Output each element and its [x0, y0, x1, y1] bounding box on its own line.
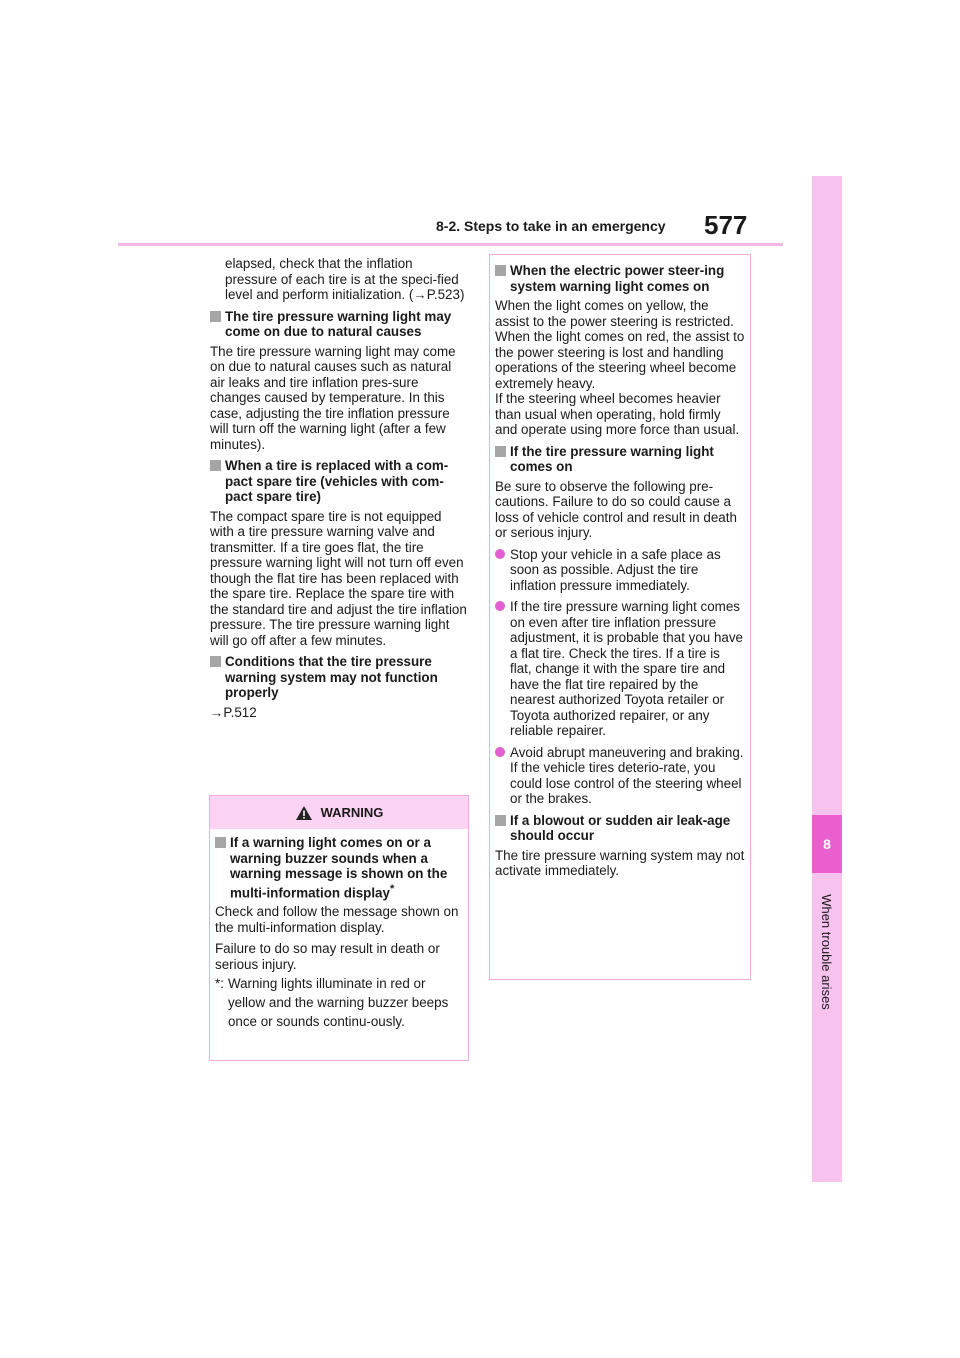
chapter-number: 8	[812, 815, 842, 873]
warning-heading: If a warning light comes on or a warning buzzer sounds when a warning message is shown on the multi-information display*	[215, 835, 463, 900]
warning-paragraph: Failure to do so may result in death or serious injury.	[215, 941, 440, 972]
left-column	[210, 256, 468, 726]
header-rule	[118, 243, 783, 246]
intro-paragraph: elapsed, check that the inflation pressure of each tire is at the speci-fied level and perform initialization. (→P.523)	[225, 256, 465, 302]
section-body: The tire pressure warning light may come on due to natural causes such as natural air leaks and tire inflation pres-sure changes caused by temperature. In this case, adjusting the tire inflation pressure will turn off the warning light (after a few minutes).	[210, 343, 456, 452]
footnote-mark: *:	[215, 976, 224, 992]
section-heading: If a blowout or sudden air leak-age should occur	[495, 813, 745, 844]
warning-continuation-box	[489, 254, 751, 980]
side-tab	[812, 176, 842, 1182]
footnote-text: Warning lights illuminate in red or yellow and the warning buzzer beeps once or sounds continu-ously.	[227, 976, 449, 1030]
section-heading: The tire pressure warning light may come on due to natural causes	[210, 309, 468, 340]
chapter-title: When trouble arises	[819, 894, 835, 1010]
section-heading: When a tire is replaced with a com-pact spare tire (vehicles with com-pact spare tire)	[210, 458, 468, 505]
square-bullet-icon	[210, 656, 221, 667]
footnote-marker: *	[389, 882, 395, 895]
section-heading: Conditions that the tire pressure warning system may not function properly	[210, 654, 468, 701]
warning-body	[210, 829, 468, 1035]
square-bullet-icon	[495, 815, 506, 826]
circle-bullet-icon	[495, 601, 505, 611]
square-bullet-icon	[495, 446, 506, 457]
warning-paragraph: Check and follow the message shown on the multi-information display.	[215, 904, 459, 935]
footnote	[215, 974, 463, 1031]
warning-header	[210, 796, 468, 829]
section-heading: If the tire pressure warning light comes on	[495, 444, 745, 475]
circle-bullet-icon	[495, 549, 505, 559]
section-body: Be sure to observe the following pre-cautions. Failure to do so could cause a loss of vehicle control and result in death or serious injury.	[495, 478, 737, 540]
page-reference: →P.512	[210, 704, 257, 720]
section-body: If the steering wheel becomes heavier than usual when operating, hold firmly and operate using more force than usual.	[495, 391, 740, 437]
list-item: Avoid abrupt maneuvering and braking. If the vehicle tires deterio-rate, you could lose control of the steering wheel or the brakes.	[495, 745, 745, 807]
warning-triangle-icon	[295, 805, 313, 821]
square-bullet-icon	[210, 460, 221, 471]
section-body: When the light comes on yellow, the assist to the power steering is restricted. When the light comes on red, the assist to the power steering is lost and handling operations of the steering wheel become extremely heavy.	[495, 298, 745, 391]
square-bullet-icon	[215, 837, 226, 848]
section-body: The compact spare tire is not equipped with a tire pressure warning valve and transmitter. If a tire goes flat, the tire pressure warning light will not turn off even though the flat tire has been replaced with the spare tire. Replace the spare tire with the standard tire and adjust the tire inflation pressure. The tire pressure warning light will go off after a few minutes.	[210, 508, 467, 648]
square-bullet-icon	[210, 311, 221, 322]
circle-bullet-icon	[495, 747, 505, 757]
warning-box	[209, 795, 469, 1061]
section-title: 8-2. Steps to take in an emergency	[436, 218, 666, 234]
section-body: The tire pressure warning system may not activate immediately.	[495, 847, 745, 878]
warning-title: WARNING	[320, 805, 384, 820]
list-item: Stop your vehicle in a safe place as soon as possible. Adjust the tire inflation pressure immediately.	[495, 547, 745, 594]
square-bullet-icon	[495, 265, 506, 276]
list-item: If the tire pressure warning light comes on even after tire inflation pressure adjustment, it is probable that you have a flat tire. Check the tires. If a tire is flat, change it with the spare tire and have the flat tire repaired by the nearest authorized Toyota retailer or Toyota authorized repairer, or any reliable repairer.	[495, 599, 745, 739]
page-number: 577	[704, 210, 748, 240]
section-heading: When the electric power steer-ing system warning light comes on	[495, 263, 745, 294]
